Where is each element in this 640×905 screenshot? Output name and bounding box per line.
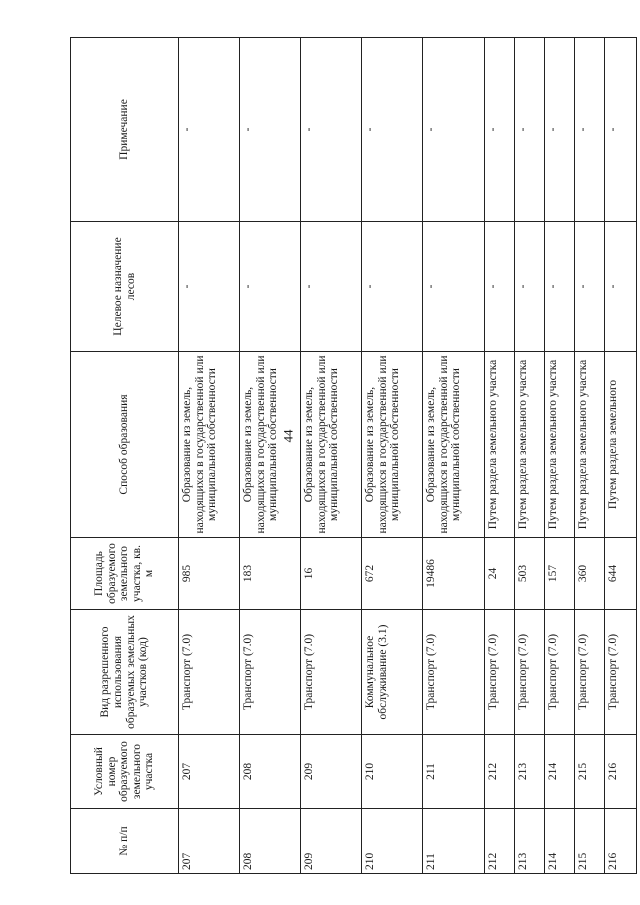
table-row [575, 38, 605, 874]
table-cell: Путем раздела земельного участка [545, 352, 575, 538]
table-cell: 211 [423, 735, 485, 809]
header-cell: Условный номер образуемого земельного участка [71, 735, 179, 809]
table-row [423, 38, 485, 874]
table-cell: - [575, 222, 605, 352]
table-cell: Образование из земель, находящихся в государственной или муниципальной собственности [301, 352, 362, 538]
table-cell: 210 [362, 809, 423, 874]
table-cell: 216 [605, 809, 637, 874]
table-cell: - [605, 38, 637, 222]
table-cell: Транспорт (7.0) [575, 610, 605, 735]
table-cell: Путем раздела земельного [605, 352, 637, 538]
table-cell: - [362, 38, 423, 222]
land-plots-table [70, 37, 637, 874]
table-row [545, 38, 575, 874]
header-cell: № п/п [71, 809, 179, 874]
table-cell: - [240, 38, 301, 222]
table-cell: - [423, 222, 485, 352]
table-cell: Транспорт (7.0) [545, 610, 575, 735]
table-cell: 213 [515, 735, 545, 809]
table-cell: Транспорт (7.0) [605, 610, 637, 735]
table-cell: 208 [240, 735, 301, 809]
table-row [515, 38, 545, 874]
table-cell: 214 [545, 735, 575, 809]
table-cell: 209 [301, 809, 362, 874]
table-cell: 211 [423, 809, 485, 874]
table-cell: 209 [301, 735, 362, 809]
page-number: 44 [280, 429, 296, 443]
table-cell: - [485, 38, 515, 222]
table-cell: Путем раздела земельного участка [485, 352, 515, 538]
table-cell: 215 [575, 809, 605, 874]
table-cell: - [485, 222, 515, 352]
table-cell: 183 [240, 538, 301, 610]
table-cell: Образование из земель, находящихся в государственной или муниципальной собственности [240, 352, 301, 538]
table-container [70, 38, 626, 874]
table-cell: Транспорт (7.0) [423, 610, 485, 735]
table-cell: 24 [485, 538, 515, 610]
header-cell: Целевое назначение лесов [71, 222, 179, 352]
table-cell: 208 [240, 809, 301, 874]
table-cell: Путем раздела земельного участка [575, 352, 605, 538]
table-cell: 985 [179, 538, 240, 610]
table-cell: - [301, 38, 362, 222]
header-cell: Способ образования [71, 352, 179, 538]
table-row [301, 38, 362, 874]
table-cell: Коммунальное обслуживание (3.1) [362, 610, 423, 735]
header-cell: Примечание [71, 38, 179, 222]
table-cell: 207 [179, 735, 240, 809]
table-cell: 360 [575, 538, 605, 610]
table-cell: - [240, 222, 301, 352]
table-row [362, 38, 423, 874]
table-row [240, 38, 301, 874]
table-row [605, 38, 637, 874]
table-cell: - [179, 38, 240, 222]
table-cell: 216 [605, 735, 637, 809]
table-cell: 157 [545, 538, 575, 610]
table-cell: - [515, 38, 545, 222]
table-cell: Транспорт (7.0) [515, 610, 545, 735]
table-cell: Образование из земель, находящихся в государственной или муниципальной собственности [179, 352, 240, 538]
table-row [179, 38, 240, 874]
table-cell: 210 [362, 735, 423, 809]
table-header-row [71, 38, 179, 874]
table-cell: 214 [545, 809, 575, 874]
table-cell: 212 [485, 735, 515, 809]
table-cell: - [423, 38, 485, 222]
table-cell: 215 [575, 735, 605, 809]
table-cell: - [515, 222, 545, 352]
header-cell: Вид разрешенного использования образуемых земельных участков (код) [71, 610, 179, 735]
table-cell: - [605, 222, 637, 352]
table-cell: 212 [485, 809, 515, 874]
table-cell: 644 [605, 538, 637, 610]
table-cell: 213 [515, 809, 545, 874]
header-cell: Площадь образуемого земельного участка, кв. м [71, 538, 179, 610]
table-cell: - [545, 222, 575, 352]
table-cell: Образование из земель, находящихся в государственной или муниципальной собственности [362, 352, 423, 538]
table-cell: Транспорт (7.0) [301, 610, 362, 735]
table-cell: 672 [362, 538, 423, 610]
table-cell: 207 [179, 809, 240, 874]
table-cell: Транспорт (7.0) [240, 610, 301, 735]
table-cell: - [179, 222, 240, 352]
table-cell: 503 [515, 538, 545, 610]
table-cell: - [545, 38, 575, 222]
table-cell: - [575, 38, 605, 222]
table-cell: Путем раздела земельного участка [515, 352, 545, 538]
table-cell: 16 [301, 538, 362, 610]
table-cell: 19486 [423, 538, 485, 610]
table-row [485, 38, 515, 874]
table-cell: - [301, 222, 362, 352]
table-cell: - [362, 222, 423, 352]
table-cell: Образование из земель, находящихся в государственной или муниципальной собственности [423, 352, 485, 538]
table-cell: Транспорт (7.0) [179, 610, 240, 735]
table-cell: Транспорт (7.0) [485, 610, 515, 735]
